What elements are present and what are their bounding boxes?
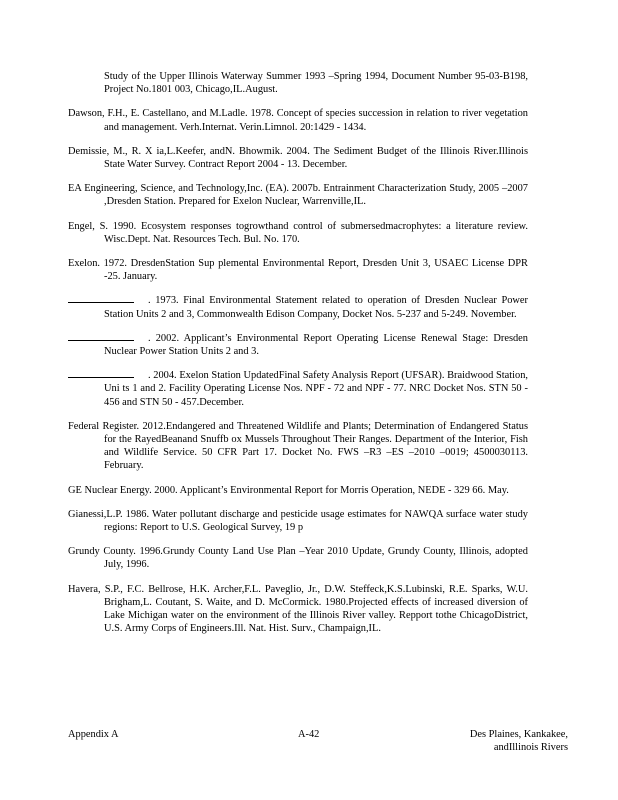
reference-entry-grundy-county: Grundy County. 1996.Grundy County Land Use Plan –Year 2010 Update, Grundy County, Illinois, adopted July, 1996. (68, 546, 528, 571)
footer-section-title (428, 728, 568, 754)
same-author-dash (68, 294, 134, 303)
reference-text: . 2004. Exelon Station UpdatedFinal Safety Analysis Report (UFSAR). Braidwood Station, Uni ts 1 and 2. Facility Operating License Nos. NPF - 72 and NPF - 77. NRC Docket Nos. STN 50 - 456 and STN 50 - 457.December. (104, 370, 528, 408)
reference-entry-exelon-1973 (68, 294, 528, 320)
reference-entry-demissie: Demissie, M., R. X ia,L.Keefer, andN. Bhowmik. 2004. The Sediment Budget of the Illinois River.Illinois State Water Survey. Contract Report 2004 - 13. December. (68, 145, 528, 171)
footer-section-title-line2: andIllinois Rivers (493, 742, 568, 753)
reference-text: . 1973. Final Environmental Statement related to operation of Dresden Nuclear Power Station Units 2 and 3, Commonwealth Edison Company, Docket Nos. 5-237 and 5-249. November. (104, 295, 528, 320)
reference-entry-havera: Havera, S.P., F.C. Bellrose, H.K. Archer,F.L. Paveglio, Jr., D.W. Steffeck,K.S.Lubinski, R.E. Sparks, W.U. Brigham,L. Coutant, S. Waite, and D. McCormick. 1980.Projected effects of increased diversion of Lake Michigan water on the environment of the Illinois River valley. Repport tothe ChicagoDistrict, U.S. Army Corps of Engineers.Ill. Nat. Hist. Surv., Champaign,IL. (68, 583, 528, 635)
reference-entry-engel: Engel, S. 1990. Ecosystem responses togrowthand control of submersedmacrophytes: a literature review. Wisc.Dept. Nat. Resources Tech. Bul. No. 170. (68, 220, 528, 245)
reference-entry-exelon-2002 (68, 332, 528, 358)
reference-text: . 2002. Applicant’s Environmental Report Operating License Renewal Stage: Dresden Nuclear Power Station Units 2 and 3. (104, 332, 528, 358)
footer-section-title-line1: Des Plaines, Kankakee, (469, 729, 568, 740)
reference-entry-exelon-1972: Exelon. 1972. DresdenStation Sup plemental Environmental Report, Dresden Unit 3, USAEC License DPR -25. January. (68, 258, 528, 283)
reference-entry-exelon-2004 (68, 369, 528, 409)
same-author-dash (68, 369, 134, 378)
reference-entry-ge-nuclear: GE Nuclear Energy. 2000. Applicant’s Environmental Report for Morris Operation, NEDE - 329 66. May. (68, 484, 509, 496)
reference-list (68, 70, 528, 647)
footer-appendix-label: Appendix A (68, 729, 119, 740)
reference-entry-dawson: Dawson, F.H., E. Castellano, and M.Ladle. 1978. Concept of species succession in relation to river vegetation and management. Verh.Internat. Verin.Limnol. 20:1429 - 1434. (68, 108, 528, 133)
reference-entry-gianessi: Gianessi,L.P. 1986. Water pollutant discharge and pesticide usage estimates for NAWQA surface water study regions: Report to U.S. Geological Survey, 19 p (68, 508, 528, 534)
reference-entry-federal-register: Federal Register. 2012.Endangered and Threatened Wildlife and Plants; Determination of Endangered Status for the RayedBeanand Snuffb ox Mussels Throughout Their Ranges. Department of the Interior, Fish and Wildlife Service. 50 CFR Part 17. Docket No. FWS –R3 –ES –2010 –0019; 4500030113. February. (68, 420, 528, 472)
same-author-dash (68, 332, 134, 341)
reference-entry-continuation: Study of the Upper Illinois Waterway Summer 1993 –Spring 1994, Document Number 95-03-B198, Project No.1801 003, Chicago,IL.August. (104, 71, 528, 96)
reference-entry-ea-engineering: EA Engineering, Science, and Technology,Inc. (EA). 2007b. Entrainment Characterization Study, 2005 –2007 ,Dresden Station. Prepared for Exelon Nuclear, Warrenville,IL. (68, 183, 528, 208)
footer-page-number: A-42 (298, 729, 320, 740)
